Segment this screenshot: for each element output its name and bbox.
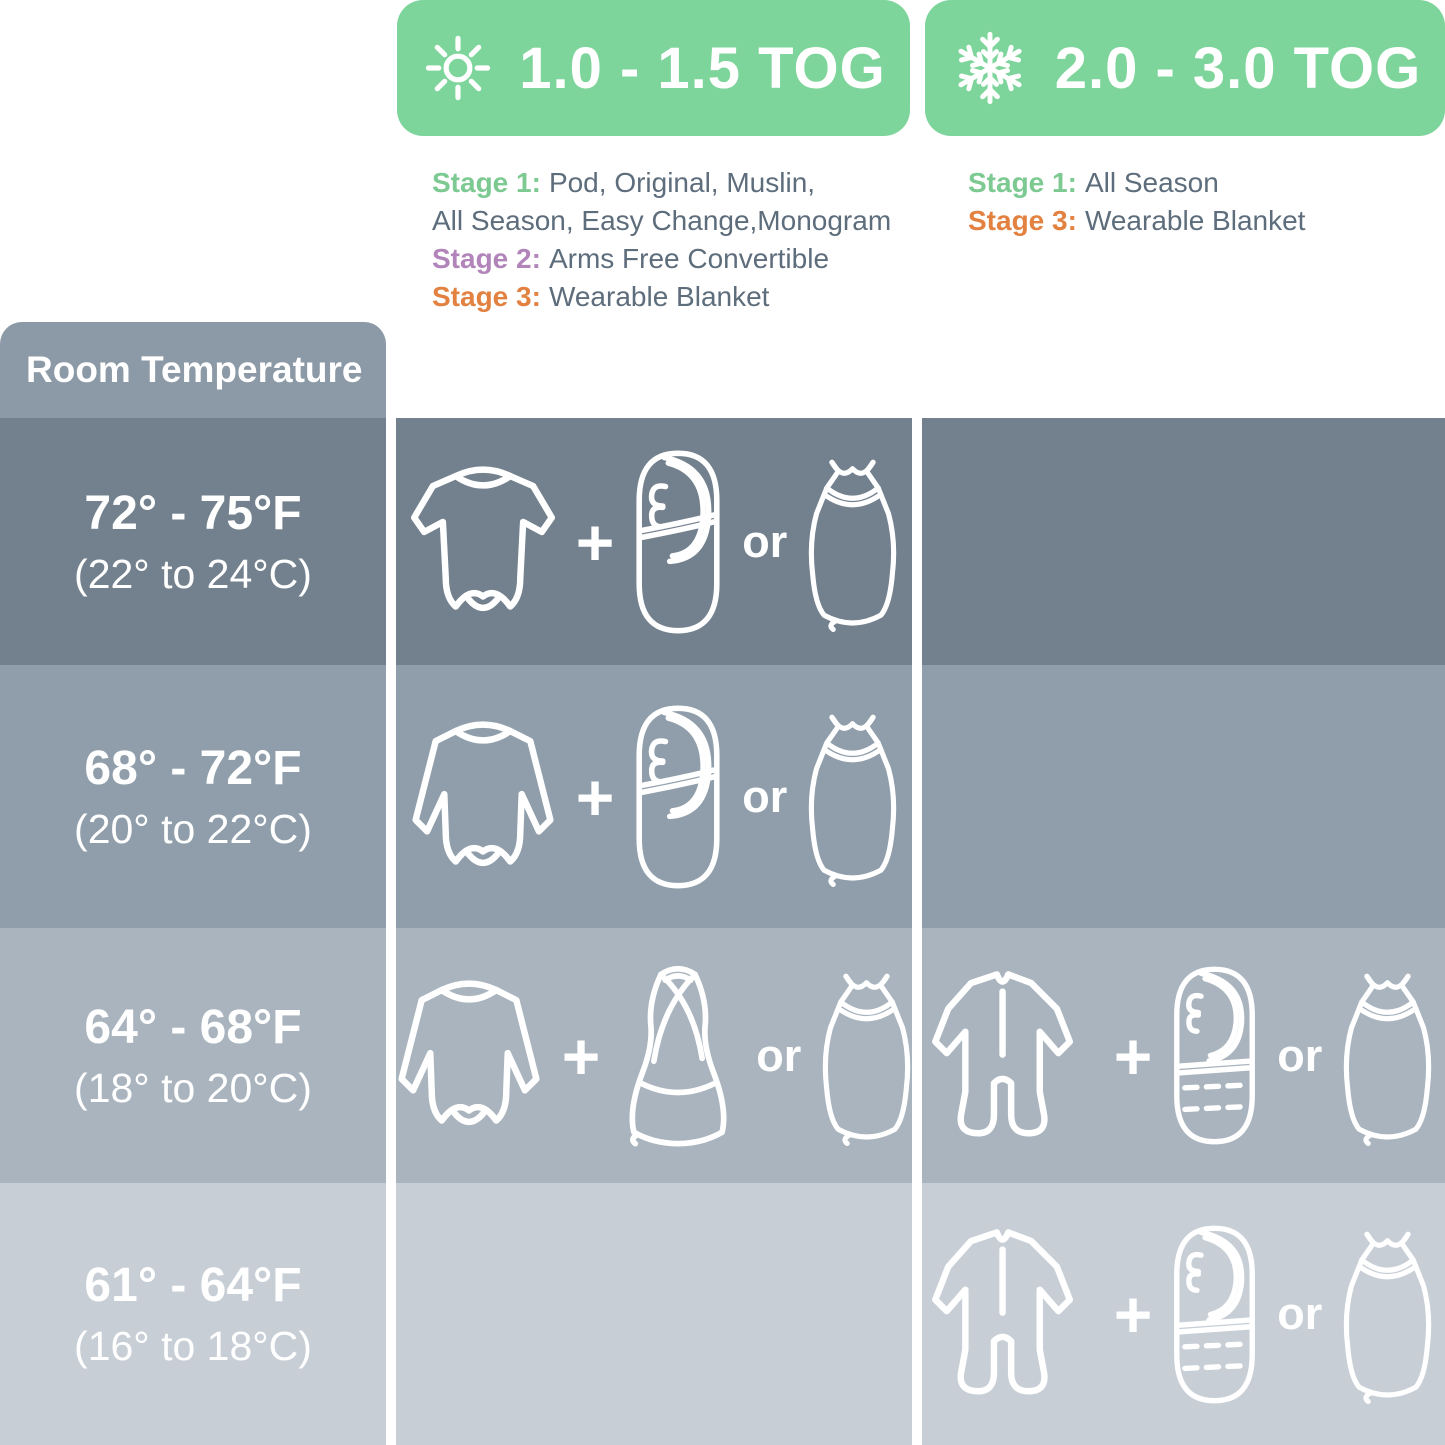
pajamas-footed-icon: [928, 963, 1100, 1149]
column-gutter: [912, 1183, 922, 1445]
temp-celsius: (18° to 20°C): [74, 1064, 312, 1111]
bodysuit-long-icon: [390, 970, 548, 1142]
plus-joiner: +: [1113, 1277, 1153, 1351]
temp-celsius: (20° to 22°C): [74, 805, 312, 852]
stage-text: All Season: [1084, 167, 1219, 198]
stage-note-line: [432, 202, 891, 240]
sun-icon: [421, 31, 495, 105]
swaddle-pod-icon: [628, 700, 728, 894]
cold-outfit-cell: [922, 418, 1445, 665]
cold-stage-notes: [968, 164, 1305, 240]
stage-text: Wearable Blanket: [548, 281, 770, 312]
column-gutter: [912, 665, 922, 928]
stage-note-line: [968, 202, 1305, 240]
stage-label: Stage 1:: [432, 167, 541, 198]
warm-outfit-cell: [396, 665, 912, 928]
stage-label: Stage 1:: [968, 167, 1077, 198]
swaddle-dashed-icon: [1166, 1220, 1263, 1409]
cold-outfit-cell: [922, 1183, 1445, 1445]
column-gutter: [386, 418, 396, 665]
column-gutter: [912, 928, 922, 1183]
stage-text: Arms Free Convertible: [548, 243, 830, 274]
sleep-sack-icon: [801, 707, 904, 887]
cold-tog-header: [925, 0, 1445, 136]
room-temp-cell: [0, 1183, 386, 1445]
sleep-sack-icon: [815, 966, 918, 1146]
cold-outfit-cell: [922, 665, 1445, 928]
temp-fahrenheit: 72° - 75°F: [84, 486, 302, 540]
stage-note-line: [968, 164, 1305, 202]
temperature-row: [0, 665, 1445, 928]
stage-label: Stage 3:: [432, 281, 541, 312]
warm-outfit-cell: [396, 928, 912, 1183]
stage-text: Wearable Blanket: [1084, 205, 1306, 236]
temp-fahrenheit: 64° - 68°F: [84, 1000, 302, 1054]
column-gutter: [912, 418, 922, 665]
room-temperature-header: [0, 322, 386, 418]
sleep-sack-icon: [801, 452, 904, 632]
plus-joiner: +: [561, 1018, 601, 1093]
warm-stage-notes: [432, 164, 891, 316]
stage-note-line: [432, 164, 891, 202]
temperature-row: [0, 928, 1445, 1183]
room-temp-cell: [0, 665, 386, 928]
cold-tog-label: 2.0 - 3.0 TOG: [1054, 35, 1422, 101]
or-joiner: or: [756, 1029, 802, 1081]
pajamas-footed-icon: [928, 1221, 1100, 1407]
bodysuit-short-icon: [404, 456, 562, 628]
plus-joiner: +: [1113, 1018, 1153, 1093]
warm-tog-header: [397, 0, 910, 136]
bodysuit-long-icon: [404, 711, 562, 883]
column-gutter: [386, 665, 396, 928]
temperature-row: [0, 418, 1445, 665]
room-temperature-label: Room Temperature: [26, 349, 363, 390]
or-joiner: or: [742, 515, 788, 567]
warm-outfit-cell: [396, 1183, 912, 1445]
warm-tog-label: 1.0 - 1.5 TOG: [519, 35, 886, 101]
swaddle-convertible-icon: [614, 956, 742, 1155]
room-temp-cell: [0, 928, 386, 1183]
or-joiner: or: [1277, 1288, 1323, 1339]
stage-note-line: [432, 278, 891, 316]
temp-celsius: (22° to 24°C): [74, 550, 312, 597]
temp-celsius: (16° to 18°C): [74, 1323, 312, 1369]
cold-outfit-cell: [922, 928, 1445, 1183]
plus-joiner: +: [575, 759, 615, 834]
stage-text: Pod, Original, Muslin,: [548, 167, 816, 198]
stage-label: Stage 2:: [432, 243, 541, 274]
room-temp-cell: [0, 418, 386, 665]
stage-label: Stage 3:: [968, 205, 1077, 236]
swaddle-dashed-icon: [1166, 961, 1263, 1150]
sleep-sack-icon: [1336, 966, 1439, 1146]
or-joiner: or: [742, 770, 788, 822]
plus-joiner: +: [575, 504, 615, 579]
stage-note-line: [432, 240, 891, 278]
temp-fahrenheit: 61° - 64°F: [84, 1259, 302, 1312]
snowflake-icon: [949, 27, 1031, 109]
warm-outfit-cell: [396, 418, 912, 665]
swaddle-pod-icon: [628, 445, 728, 639]
temp-fahrenheit: 68° - 72°F: [84, 741, 302, 795]
column-gutter: [386, 1183, 396, 1445]
temperature-grid: [0, 418, 1445, 1445]
or-joiner: or: [1277, 1029, 1323, 1081]
sleep-sack-icon: [1336, 1224, 1439, 1404]
stage-text: All Season, Easy Change,Monogram: [432, 205, 892, 236]
temperature-row: [0, 1183, 1445, 1445]
